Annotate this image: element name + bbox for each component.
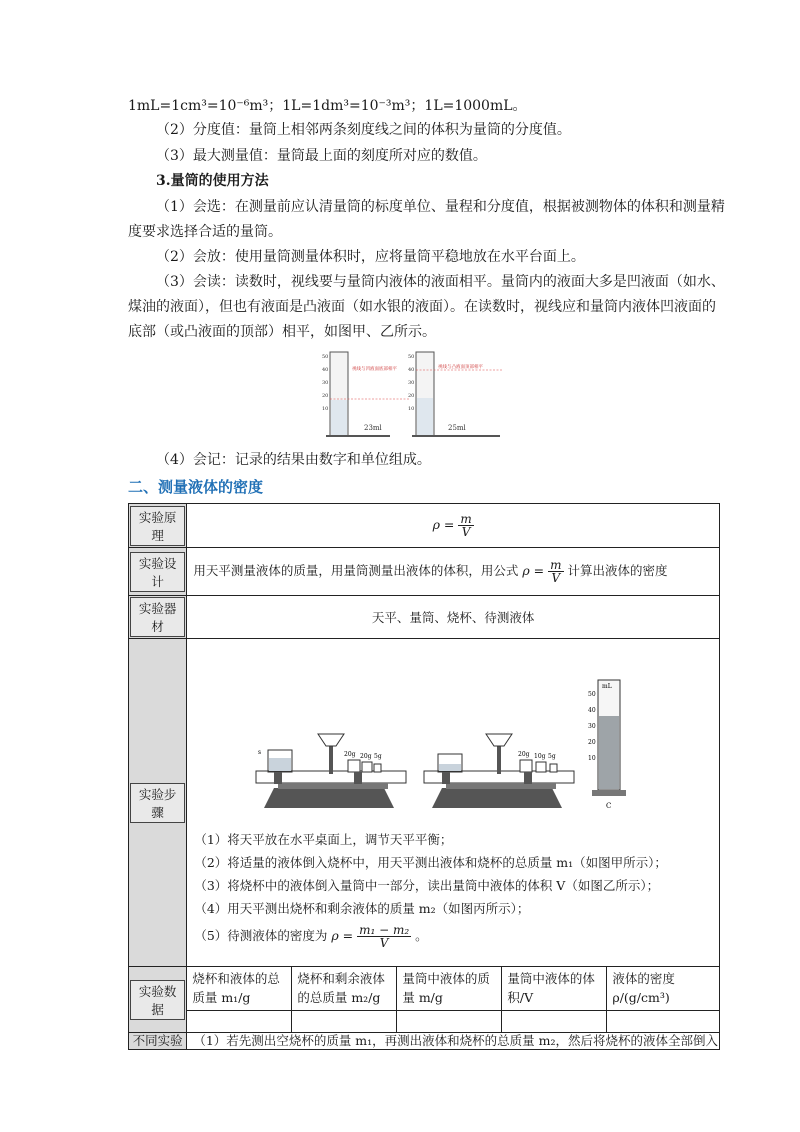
- svg-text:30: 30: [322, 380, 329, 386]
- balance-b: [424, 734, 574, 808]
- cylinder-c: [588, 680, 626, 810]
- svg-text:50: 50: [408, 354, 415, 360]
- row-design: [129, 548, 720, 596]
- choose-line-cont: 度要求选择合适的量筒。: [128, 224, 282, 240]
- label-steps: 实验步骤: [130, 783, 185, 823]
- mass-b1: 20g: [518, 751, 530, 758]
- svg-text:10: 10: [588, 755, 596, 762]
- unit-conversion-line: 1mL=1cm³=10⁻⁶m³；1L=1dm³=10⁻³m³；1L=1000mL。: [128, 98, 527, 114]
- design-text: 用天平测量液体的质量，用量筒测量出液体的体积，用公式 ρ = $\frac{m}{V}$ 计算出液体的密度: [187, 548, 720, 596]
- balance-figure: [188, 683, 708, 828]
- cell-remaining-mass: [292, 1011, 397, 1033]
- read-line-cont1: 煤油的液面），但也有液面是凸液面（如水银的液面）。在读数时，视线应和量筒内液体凹液面的: [128, 299, 716, 315]
- read-line-cont2: 底部（或凸液面的顶部）相平，如图甲、乙所示。: [128, 324, 436, 340]
- svg-text:40: 40: [588, 707, 596, 714]
- place-line: （2）会放：使用量筒测量体积时，应将量筒平稳地放在水平台面上。: [156, 249, 585, 265]
- choose-line: （1）会选：在测量前应认清量筒的标度单位、量程和分度值，根据被测物体的体积和测量精: [156, 199, 725, 215]
- subheading-usage: 3.量筒的使用方法: [156, 173, 269, 189]
- mass-b3: 5g: [548, 753, 557, 760]
- experiment-table: [128, 503, 720, 1050]
- row-variation: [129, 1033, 720, 1050]
- balance-a: [256, 734, 406, 838]
- label-variation: 不同实验: [132, 1033, 183, 1048]
- row-data-values: [129, 1011, 720, 1033]
- svg-text:10: 10: [408, 406, 415, 412]
- cylinder-reading-figure: [320, 348, 510, 440]
- svg-text:20: 20: [322, 393, 329, 399]
- cylinder-right: [408, 352, 502, 436]
- read-line: （3）会读：读数时，视线要与量筒内液体的液面相平。量筒内的液面大多是凹液面（如水、: [156, 274, 725, 290]
- row-principle: [129, 504, 720, 548]
- svg-text:40: 40: [322, 367, 329, 373]
- cell-total-mass: [187, 1011, 292, 1033]
- label-principle: 实验原理: [130, 506, 185, 546]
- row-equipment: [129, 596, 720, 639]
- max-value-line: （3）最大测量值：量筒最上面的刻度所对应的数值。: [156, 148, 487, 164]
- label-design: 实验设计: [130, 552, 185, 592]
- svg-text:s: s: [258, 749, 262, 756]
- svg-text:50: 50: [322, 354, 329, 360]
- record-line: （4）会记：记录的结果由数字和单位组成。: [156, 452, 431, 468]
- left-reading: 23ml: [364, 424, 382, 432]
- cell-liquid-mass: [397, 1011, 502, 1033]
- step-3: （3）将烧杯中的液体倒入量筒中一部分，读出量筒中液体的体积 V（如图乙所示）；: [194, 878, 660, 893]
- col-liquid-volume: 量筒中液体的体积/V: [502, 967, 607, 1011]
- step-4: （4）用天平测出烧杯和剩余液体的质量 m₂（如图丙所示）；: [194, 901, 530, 916]
- col-remaining-mass: 烧杯和剩余液体的总质量 m₂/g: [292, 967, 397, 1011]
- row-steps: [129, 639, 720, 967]
- svg-text:30: 30: [588, 723, 596, 730]
- right-note: 视线与凸液面顶部相平: [438, 365, 483, 370]
- cell-liquid-volume: [502, 1011, 607, 1033]
- label-data: 实验数据: [130, 980, 185, 1020]
- svg-text:20: 20: [408, 393, 415, 399]
- col-liquid-mass: 量筒中液体的质量 m/g: [397, 967, 502, 1011]
- step-5: （5）待测液体的密度为 ρ = $\frac{\text{m₁ − m₂}}{V}$ 。: [194, 923, 428, 950]
- step-1: （1）将天平放在水平桌面上，调节天平平衡；: [194, 832, 453, 847]
- label-equipment: 实验器材: [130, 597, 185, 637]
- col-density: 液体的密度 ρ/(g/cm³): [607, 967, 720, 1011]
- cylinder-left: [322, 352, 410, 436]
- left-note: 视线与凹液面底部相平: [352, 367, 397, 372]
- section-title: 二、测量液体的密度: [128, 478, 264, 496]
- label-c: C: [606, 802, 612, 810]
- col-total-mass: 烧杯和液体的总质量 m₁/g: [187, 967, 292, 1011]
- cyl-unit: mL: [602, 683, 613, 690]
- steps-list: [188, 828, 718, 949]
- svg-text:50: 50: [588, 691, 596, 698]
- principle-formula: ρ = $\frac{m}{V}$: [187, 504, 720, 548]
- right-reading: 25ml: [448, 424, 466, 432]
- step-2: （2）将适量的液体倒入烧杯中，用天平测出液体和烧杯的总质量 m₁（如图甲所示）；: [194, 855, 667, 870]
- mass-a2: 20g: [360, 753, 372, 760]
- row-data-header: [129, 967, 720, 1011]
- equipment-text: 天平、量筒、烧杯、待测液体: [187, 596, 720, 639]
- cell-density: [607, 1011, 720, 1033]
- division-value-line: （2）分度值：量筒上相邻两条刻度线之间的体积为量筒的分度值。: [156, 122, 571, 138]
- svg-text:10: 10: [322, 406, 329, 412]
- mass-a1: 20g: [344, 751, 356, 758]
- svg-text:30: 30: [408, 380, 415, 386]
- mass-b2: 10g: [534, 753, 546, 760]
- variation-text: （1）若先测出空烧杯的质量 m₁，再测出液体和烧杯的总质量 m₂，然后将烧杯的液体全部倒入: [187, 1033, 720, 1050]
- svg-text:40: 40: [408, 367, 415, 373]
- svg-text:20: 20: [588, 739, 596, 746]
- mass-a3: 5g: [374, 753, 383, 760]
